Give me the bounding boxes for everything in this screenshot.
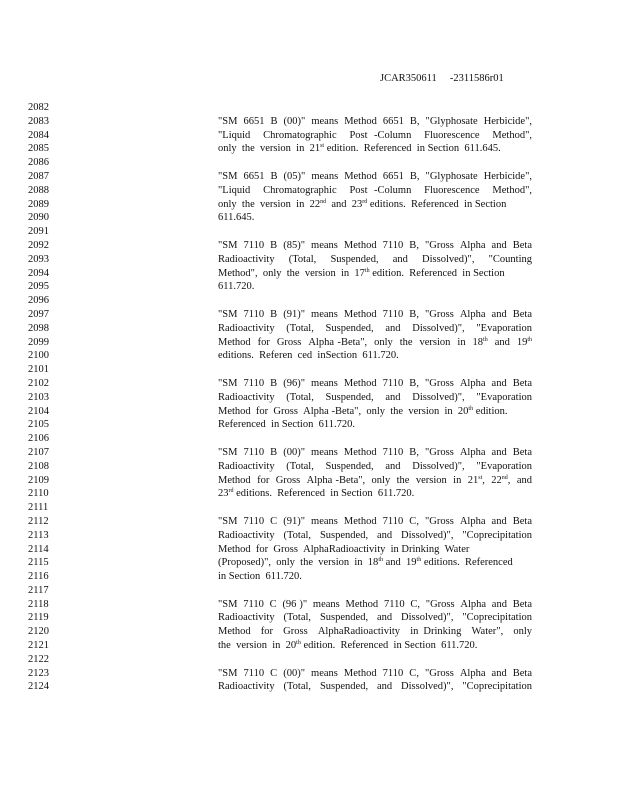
line-number: 2083	[28, 115, 49, 127]
text-line: "Liquid Chromatographic Post -Column Fluorescence Method",	[218, 129, 532, 141]
line-number: 2107	[28, 446, 49, 458]
text-line	[218, 501, 532, 515]
text-line: only the version in 22nd and 23rd editions. Referenced in Section	[218, 198, 507, 210]
line-number: 2118	[28, 598, 49, 610]
text-line: only the version in 21st edition. Referenced in Section 611.645.	[218, 143, 501, 155]
line-number: 2087	[28, 170, 49, 182]
line-number: 2100	[28, 350, 49, 362]
text-line: Method for Gross Alpha -Beta", only the version in 18th and 19th	[218, 336, 532, 348]
line-number: 2111	[28, 502, 49, 514]
line-number: 2106	[28, 433, 49, 445]
line-number: 2112	[28, 515, 49, 527]
line-number: 2102	[28, 377, 49, 389]
line-number: 2086	[28, 157, 49, 169]
line-number: 2094	[28, 267, 49, 279]
line-number: 2090	[28, 212, 49, 224]
line-number: 2104	[28, 405, 49, 417]
line-number: 2096	[28, 295, 49, 307]
text-line: Radioactivity (Total, Suspended, and Dissolved)", "Counting	[218, 253, 532, 265]
line-number: 2103	[28, 391, 49, 403]
line-number: 2092	[28, 239, 49, 251]
text-line: "SM 7110 C (00)" means Method 7110 C, "Gross Alpha and Beta	[218, 667, 532, 679]
text-line: Method for Gross AlphaRadioactivity in Drinking Water	[218, 543, 470, 555]
line-number: 2088	[28, 184, 49, 196]
line-number: 2101	[28, 364, 49, 376]
text-line	[218, 101, 532, 115]
document-body	[218, 101, 532, 694]
line-number: 2113	[28, 529, 49, 541]
text-line: Referenced in Section 611.720.	[218, 419, 355, 431]
line-number: 2119	[28, 612, 49, 624]
text-line: the version in 20th edition. Referenced in Section 611.720.	[218, 640, 478, 652]
line-number: 2091	[28, 226, 49, 238]
text-line: Radioactivity (Total, Suspended, and Dissolved)", "Evaporation	[218, 460, 532, 472]
text-line: "SM 7110 B (96)" means Method 7110 B, "Gross Alpha and Beta	[218, 377, 532, 389]
line-number: 2095	[28, 281, 49, 293]
line-number: 2084	[28, 129, 49, 141]
line-number: 2099	[28, 336, 49, 348]
text-line: 611.720.	[218, 281, 255, 293]
line-number: 2122	[28, 653, 49, 665]
text-line	[218, 432, 532, 446]
text-line: "SM 7110 B (85)" means Method 7110 B, "Gross Alpha and Beta	[218, 239, 532, 251]
line-number: 2117	[28, 584, 49, 596]
text-line: 23rd editions. Referenced in Section 611.720.	[218, 488, 415, 500]
line-number: 2120	[28, 626, 49, 638]
text-line: Radioactivity (Total, Suspended, and Dissolved)", "Coprecipitation	[218, 612, 532, 624]
document-header: JCAR350611 -2311586r01	[380, 73, 504, 84]
text-line: Radioactivity (Total, Suspended, and Dissolved)", "Coprecipitation	[218, 681, 532, 693]
text-line: "SM 7110 B (91)" means Method 7110 B, "Gross Alpha and Beta	[218, 308, 532, 320]
text-line: Radioactivity (Total, Suspended, and Dissolved)", "Evaporation	[218, 391, 532, 403]
line-number: 2108	[28, 460, 49, 472]
text-line: Method for Gross Alpha -Beta", only the version in 20th edition.	[218, 405, 508, 417]
text-line: 611.645.	[218, 212, 255, 224]
text-line: "SM 7110 C (91)" means Method 7110 C, "Gross Alpha and Beta	[218, 515, 532, 527]
text-line	[218, 363, 532, 377]
text-line: "Liquid Chromatographic Post -Column Fluorescence Method",	[218, 184, 532, 196]
text-line	[218, 653, 532, 667]
line-number: 2115	[28, 557, 49, 569]
text-line: Method", only the version in 17th edition. Referenced in Section	[218, 267, 505, 279]
line-number: 2110	[28, 488, 49, 500]
line-number: 2114	[28, 543, 49, 555]
line-number: 2121	[28, 640, 49, 652]
text-line	[218, 584, 532, 598]
text-line: "SM 6651 B (05)" means Method 6651 B, "Glyphosate Herbicide",	[218, 170, 532, 182]
line-number: 2093	[28, 253, 49, 265]
text-line: "SM 7110 B (00)" means Method 7110 B, "Gross Alpha and Beta	[218, 446, 532, 458]
line-number: 2085	[28, 143, 49, 155]
line-number: 2109	[28, 474, 49, 486]
line-number: 2089	[28, 198, 49, 210]
text-line	[218, 156, 532, 170]
text-line: Method for Gross AlphaRadioactivity in Drinking Water", only	[218, 626, 532, 638]
line-number: 2098	[28, 322, 49, 334]
text-line: (Proposed)", only the version in 18th and 19th editions. Referenced	[218, 557, 513, 569]
line-number: 2124	[28, 681, 49, 693]
line-number-column	[28, 101, 49, 694]
text-line	[218, 294, 532, 308]
text-line	[218, 225, 532, 239]
line-number: 2097	[28, 308, 49, 320]
text-line: "SM 7110 C (96 )" means Method 7110 C, "Gross Alpha and Beta	[218, 598, 532, 610]
line-number: 2123	[28, 667, 49, 679]
text-line: "SM 6651 B (00)" means Method 6651 B, "Glyphosate Herbicide",	[218, 115, 532, 127]
text-line: Radioactivity (Total, Suspended, and Dissolved)", "Evaporation	[218, 322, 532, 334]
text-line: Method for Gross Alpha -Beta", only the version in 21st, 22nd, and	[218, 474, 532, 486]
line-number: 2082	[28, 102, 49, 113]
line-number: 2105	[28, 419, 49, 431]
line-number: 2116	[28, 571, 49, 583]
text-line: in Section 611.720.	[218, 571, 302, 583]
text-line: editions. Referen ced inSection 611.720.	[218, 350, 399, 362]
text-line: Radioactivity (Total, Suspended, and Dissolved)", "Coprecipitation	[218, 529, 532, 541]
